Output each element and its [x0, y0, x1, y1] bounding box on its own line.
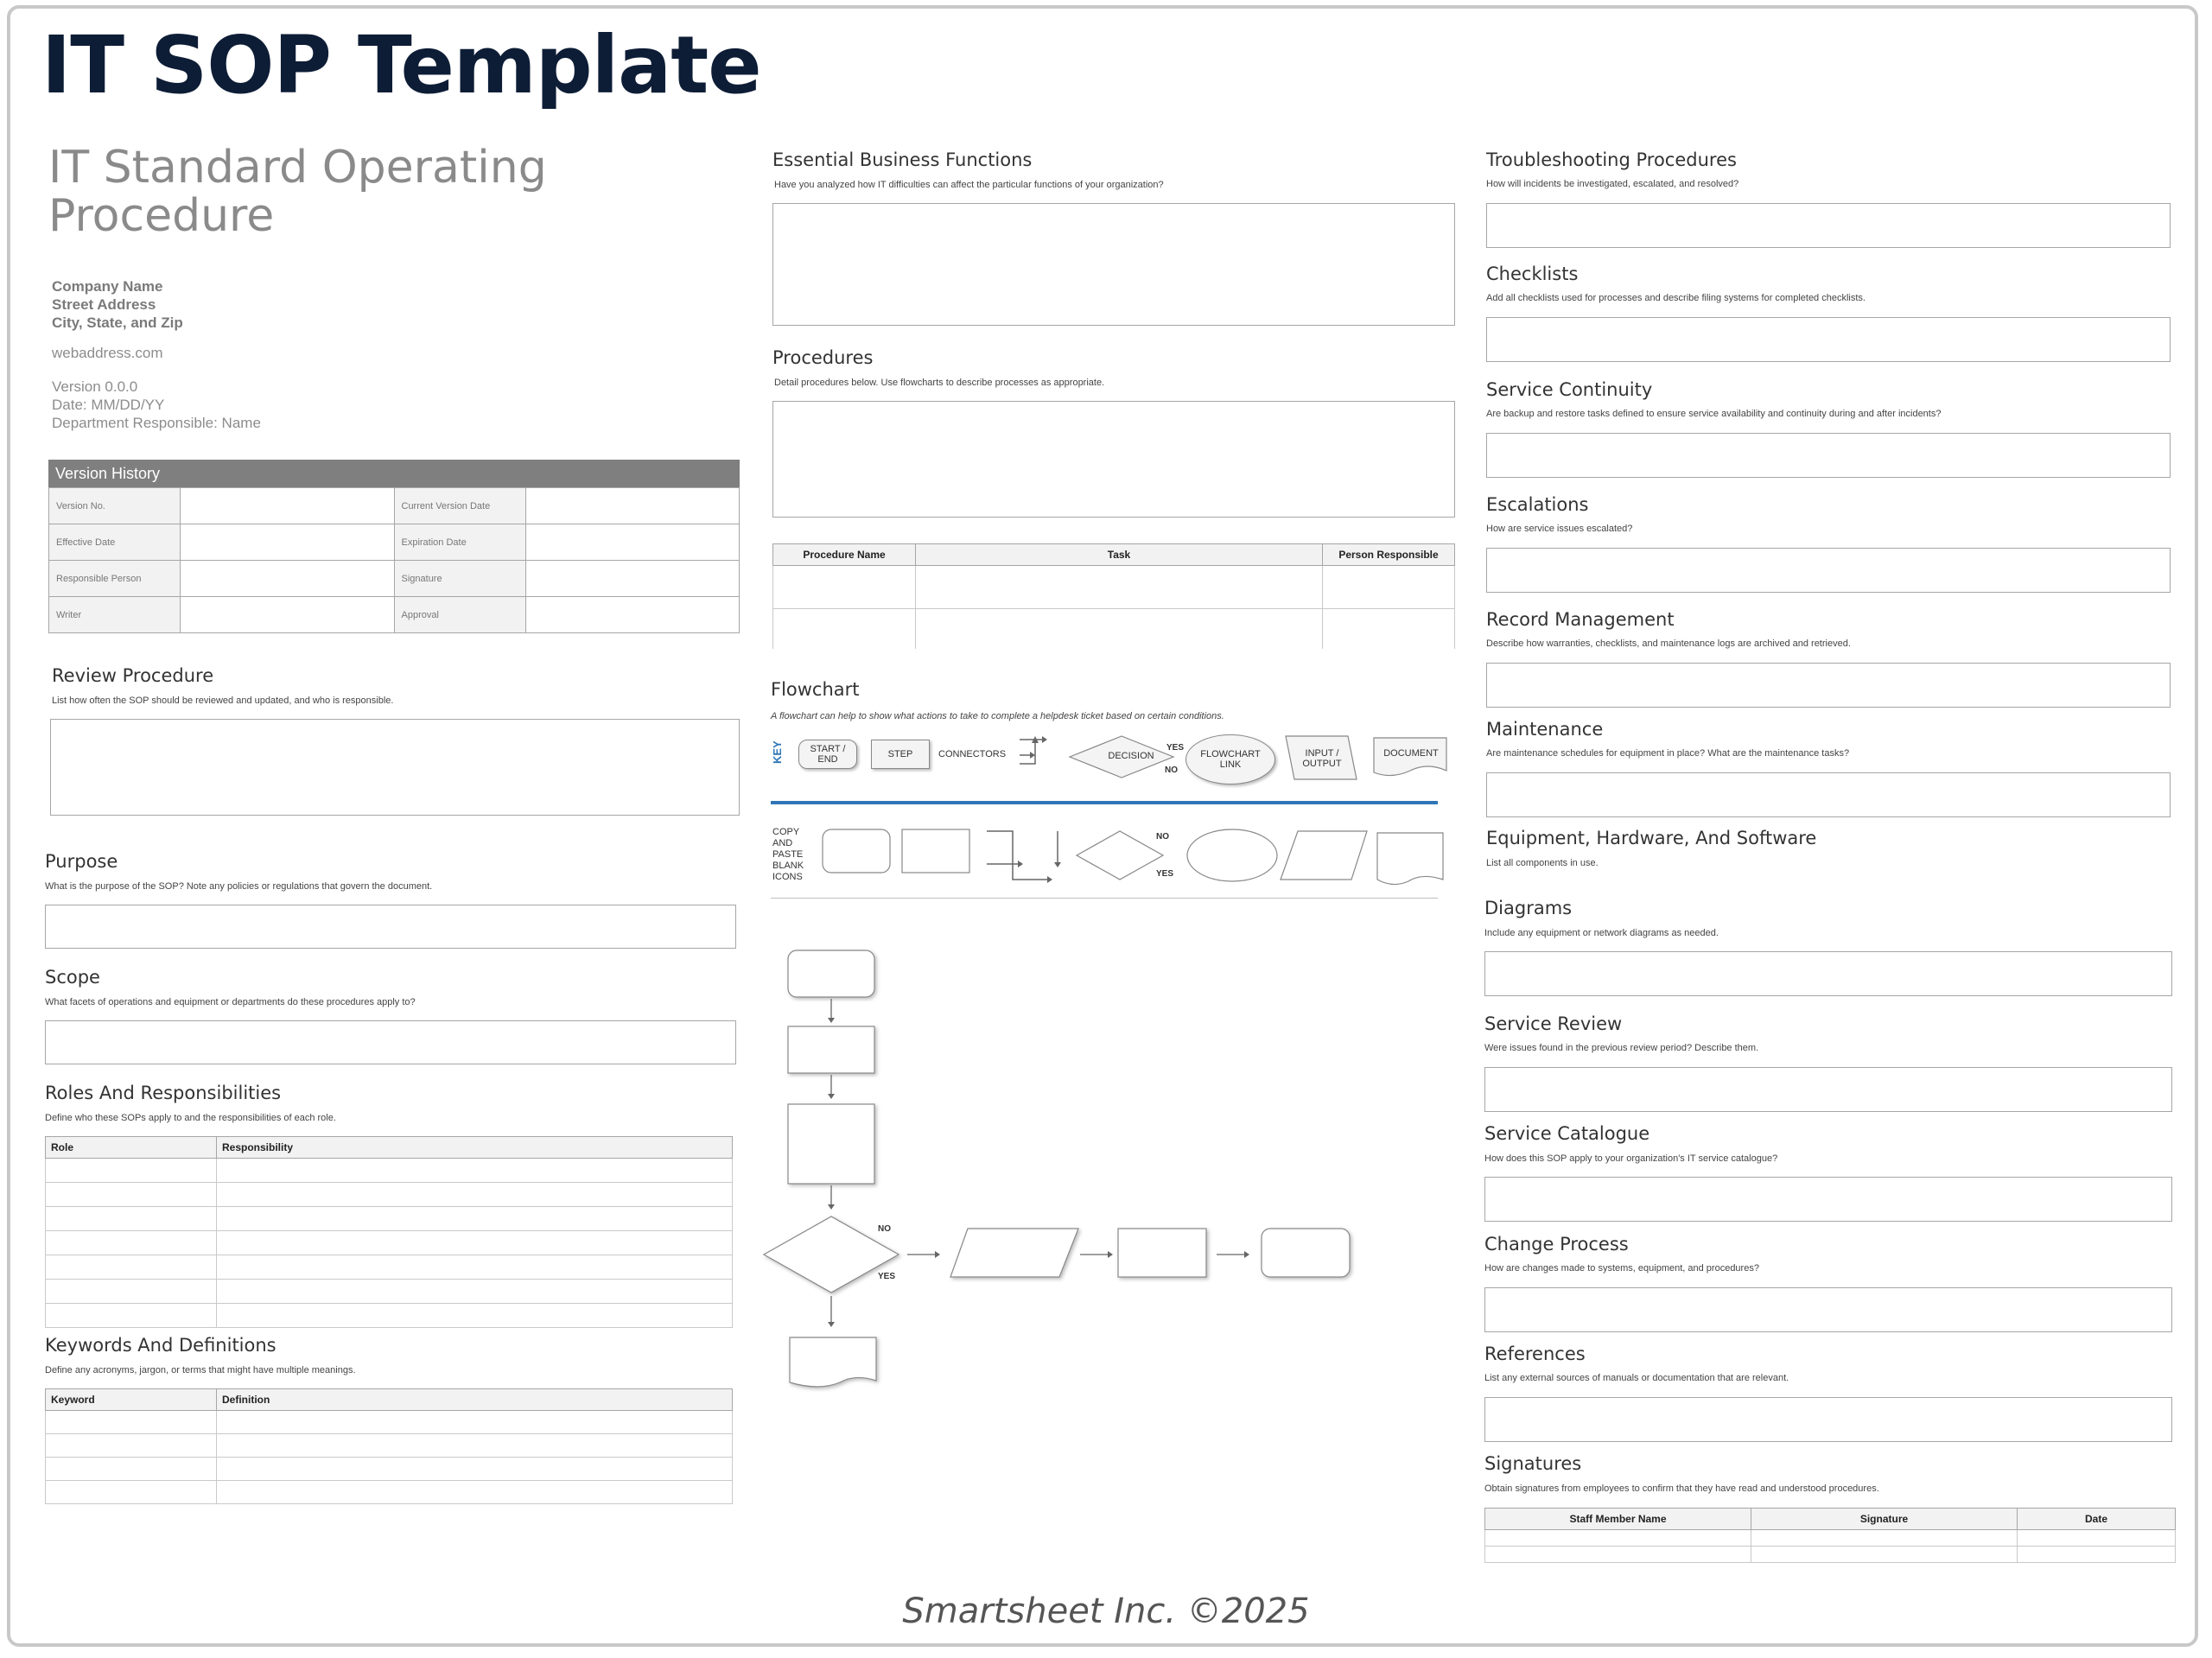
keywords-desc: Define any acronyms, jargon, or terms that might have multiple meanings. — [45, 1365, 356, 1375]
table-row — [49, 488, 740, 524]
scope-field[interactable] — [45, 1020, 736, 1064]
diagrams-desc: Include any equipment or network diagrams as needed. — [1484, 928, 1719, 938]
step-label: STEP — [887, 749, 913, 759]
review-procedure-title: Review Procedure — [52, 665, 214, 686]
column-header: Signature — [1751, 1509, 2018, 1530]
record-management-desc: Describe how warranties, checklists, and maintenance logs are archived and retrieved. — [1486, 638, 1851, 649]
essential-field[interactable] — [772, 203, 1455, 326]
start-end-label: START / END — [810, 744, 846, 765]
signatures-table — [1484, 1508, 2176, 1563]
footer-copyright: Smartsheet Inc. ©2025 — [902, 1591, 1310, 1631]
column-header: Staff Member Name — [1485, 1509, 1751, 1530]
vh-label: Approval — [394, 597, 525, 633]
vh-value-cell[interactable] — [181, 524, 395, 561]
change-process-title: Change Process — [1484, 1234, 1629, 1255]
service-catalogue-desc: How does this SOP apply to your organization's IT service catalogue? — [1484, 1153, 1778, 1164]
version-text: Version 0.0.0 — [52, 378, 138, 395]
flowchart-desc: A flowchart can help to show what actions to take to complete a helpdesk ticket based on certain conditions. — [771, 711, 1224, 721]
blank-no: NO — [1156, 832, 1169, 842]
table-row — [49, 561, 740, 597]
signatures-title: Signatures — [1484, 1453, 1582, 1474]
table-row[interactable] — [46, 1231, 733, 1255]
flowchart-link-shape — [1185, 734, 1275, 785]
change-process-desc: How are changes made to systems, equipment, and procedures? — [1484, 1263, 1759, 1274]
flowchart-key — [771, 733, 1453, 810]
keywords-table — [45, 1388, 733, 1504]
roles-desc: Define who these SOPs apply to and the responsibilities of each role. — [45, 1113, 336, 1123]
troubleshooting-desc: How will incidents be investigated, escalated, and resolved? — [1486, 179, 1739, 189]
column-header: Definition — [217, 1389, 733, 1411]
blank-icons-divider — [771, 898, 1438, 899]
vh-value-cell[interactable] — [181, 561, 395, 597]
key-label: KEY — [771, 740, 784, 765]
table-row[interactable] — [1485, 1547, 2176, 1563]
company-info — [52, 277, 261, 432]
version-history-table — [48, 460, 740, 633]
vh-label: Current Version Date — [394, 488, 525, 524]
service-catalogue-title: Service Catalogue — [1484, 1123, 1650, 1144]
column-header: Responsibility — [217, 1137, 733, 1159]
column-header: Date — [2018, 1509, 2176, 1530]
service-catalogue-field[interactable] — [1484, 1177, 2172, 1222]
equipment-title: Equipment, Hardware, And Software — [1486, 828, 1817, 848]
service-review-desc: Were issues found in the previous review period? Describe them. — [1484, 1043, 1759, 1053]
troubleshooting-field[interactable] — [1486, 203, 2171, 248]
table-row[interactable] — [46, 1434, 733, 1458]
references-desc: List any external sources of manuals or documentation that are relevant. — [1484, 1373, 1789, 1383]
connectors-icon — [1018, 733, 1052, 774]
roles-title: Roles And Responsibilities — [45, 1083, 282, 1103]
vh-label: Signature — [394, 561, 525, 597]
essential-desc: Have you analyzed how IT difficulties can affect the particular functions of your organization? — [774, 180, 1164, 190]
table-row[interactable] — [46, 1255, 733, 1280]
company-name: Company Name — [52, 278, 163, 295]
decision-yes: YES — [1166, 743, 1185, 753]
review-procedure-desc: List how often the SOP should be reviewed and updated, and who is responsible. — [52, 696, 394, 706]
record-management-field[interactable] — [1486, 663, 2171, 708]
column-header: Person Responsible — [1323, 544, 1455, 566]
procedures-field[interactable] — [772, 401, 1455, 518]
procedures-desc: Detail procedures below. Use flowcharts to describe processes as appropriate. — [774, 378, 1105, 388]
scope-title: Scope — [45, 967, 100, 988]
table-row[interactable] — [46, 1207, 733, 1231]
table-row[interactable] — [46, 1183, 733, 1207]
table-row[interactable] — [1485, 1530, 2176, 1547]
diagrams-title: Diagrams — [1484, 898, 1573, 918]
document-label: DOCUMENT — [1383, 748, 1439, 759]
street-address: Street Address — [52, 296, 156, 313]
vh-value-cell[interactable] — [525, 488, 740, 524]
signatures-desc: Obtain signatures from employees to confirm that they have read and understood procedures. — [1484, 1483, 1879, 1494]
references-field[interactable] — [1484, 1397, 2172, 1442]
vh-label: Version No. — [49, 488, 181, 524]
escalations-desc: How are service issues escalated? — [1486, 524, 1633, 534]
sample-flowchart — [760, 942, 1365, 1400]
purpose-field[interactable] — [45, 905, 736, 949]
service-review-field[interactable] — [1484, 1067, 2172, 1112]
table-row[interactable] — [773, 566, 1455, 609]
service-continuity-field[interactable] — [1486, 433, 2171, 478]
decision-label: DECISION — [1108, 751, 1154, 761]
table-row[interactable] — [46, 1458, 733, 1481]
flowchart-title: Flowchart — [771, 679, 860, 700]
maintenance-field[interactable] — [1486, 772, 2171, 817]
copy-paste-label: COPY AND PASTE BLANK ICONS — [772, 827, 804, 882]
input-output-label: INPUT / OUTPUT — [1302, 748, 1342, 769]
escalations-field[interactable] — [1486, 548, 2171, 593]
service-continuity-title: Service Continuity — [1486, 379, 1653, 400]
vh-value-cell[interactable] — [181, 597, 395, 633]
flowchart-link-label: FLOWCHART LINK — [1200, 749, 1261, 770]
vh-value-cell[interactable] — [525, 561, 740, 597]
table-row[interactable] — [46, 1304, 733, 1328]
step-shape — [871, 740, 930, 769]
scope-desc: What facets of operations and equipment or departments do these procedures apply to? — [45, 997, 416, 1007]
date-text: Date: MM/DD/YY — [52, 397, 165, 413]
table-row[interactable] — [46, 1280, 733, 1304]
service-review-title: Service Review — [1484, 1013, 1623, 1034]
keywords-title: Keywords And Definitions — [45, 1335, 276, 1356]
escalations-title: Escalations — [1486, 494, 1589, 515]
essential-title: Essential Business Functions — [772, 149, 1033, 170]
start-end-shape — [798, 740, 857, 769]
change-process-field[interactable] — [1484, 1287, 2172, 1332]
vh-value-cell[interactable] — [525, 597, 740, 633]
decision-no: NO — [1165, 765, 1178, 775]
table-row[interactable] — [46, 1411, 733, 1434]
maintenance-desc: Are maintenance schedules for equipment in place? What are the maintenance tasks? — [1486, 748, 1850, 759]
page-title: IT SOP Template — [41, 19, 761, 111]
review-procedure-field[interactable] — [50, 719, 740, 816]
web-address: webaddress.com — [52, 345, 163, 361]
column-header: Procedure Name — [773, 544, 916, 566]
roles-table — [45, 1136, 733, 1328]
city-state-zip: City, State, and Zip — [52, 314, 183, 331]
vh-label: Effective Date — [49, 524, 181, 561]
checklists-title: Checklists — [1486, 264, 1579, 284]
procedures-title: Procedures — [772, 347, 874, 368]
service-continuity-desc: Are backup and restore tasks defined to ensure service availability and continuity during and after incidents? — [1486, 409, 1942, 419]
equipment-desc: List all components in use. — [1486, 858, 1599, 868]
column-header: Keyword — [46, 1389, 217, 1411]
vh-value-cell[interactable] — [181, 488, 395, 524]
version-history-header: Version History — [48, 460, 740, 487]
table-row[interactable] — [773, 609, 1455, 650]
purpose-title: Purpose — [45, 851, 118, 872]
flow-yes: YES — [878, 1272, 896, 1281]
checklists-desc: Add all checklists used for processes and describe filing systems for completed checklists. — [1486, 293, 1866, 303]
diagrams-field[interactable] — [1484, 951, 2172, 996]
vh-value-cell[interactable] — [525, 524, 740, 561]
key-divider — [771, 801, 1438, 804]
connectors-label: CONNECTORS — [938, 749, 1007, 759]
checklists-field[interactable] — [1486, 317, 2171, 362]
flow-no: NO — [878, 1224, 891, 1234]
maintenance-title: Maintenance — [1486, 719, 1604, 740]
blank-yes: YES — [1156, 869, 1174, 879]
document-subtitle: IT Standard Operating Procedure — [48, 142, 547, 242]
department-text: Department Responsible: Name — [52, 415, 261, 431]
purpose-desc: What is the purpose of the SOP? Note any policies or regulations that govern the document. — [45, 881, 433, 892]
column-header: Role — [46, 1137, 217, 1159]
blank-icons-row — [817, 821, 1448, 899]
table-row — [49, 524, 740, 561]
procedures-table — [772, 543, 1455, 649]
record-management-title: Record Management — [1486, 609, 1675, 630]
table-row[interactable] — [46, 1481, 733, 1504]
table-row[interactable] — [46, 1159, 733, 1183]
vh-label: Writer — [49, 597, 181, 633]
vh-label: Responsible Person — [49, 561, 181, 597]
troubleshooting-title: Troubleshooting Procedures — [1486, 149, 1737, 170]
column-header: Task — [916, 544, 1323, 566]
table-row — [49, 597, 740, 633]
vh-label: Expiration Date — [394, 524, 525, 561]
references-title: References — [1484, 1344, 1586, 1364]
